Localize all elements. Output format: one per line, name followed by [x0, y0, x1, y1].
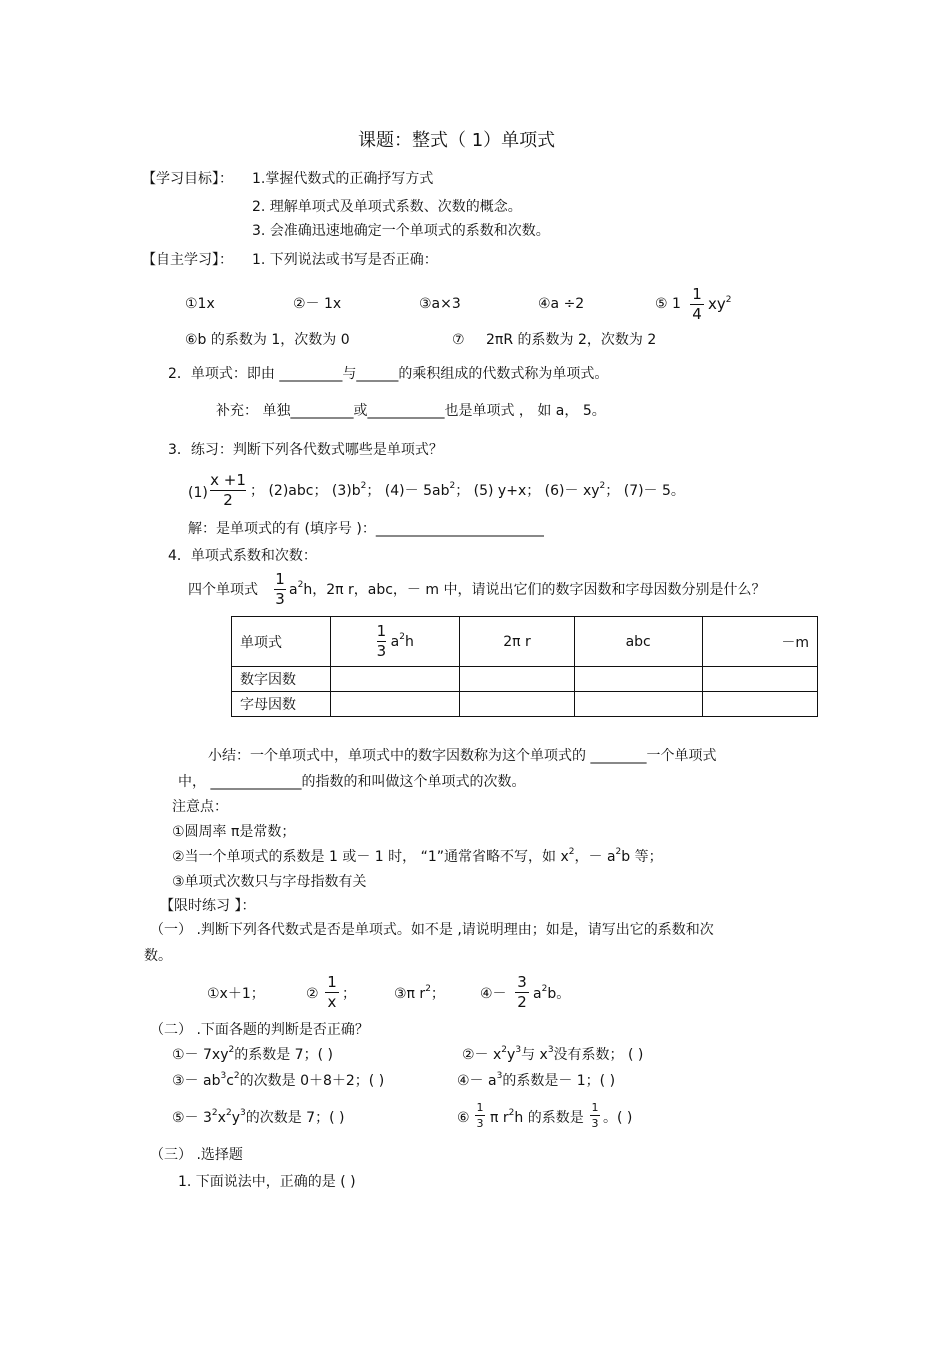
- option-2: ②－ 1x: [293, 296, 342, 312]
- expr-1-label: (1): [188, 485, 208, 501]
- option-7-marker: ⑦: [452, 332, 465, 348]
- supplement: 补充： 单独_________或___________也是单项式 ， 如 a， 5。: [216, 403, 606, 419]
- fraction-one-over-x: 1 x: [325, 975, 339, 1010]
- fraction-one-third: 1 3: [591, 1101, 599, 1130]
- table-header: －m: [702, 617, 817, 667]
- item-a2-end: ；: [342, 986, 356, 1002]
- option-6: ⑥b 的系数为 1，次数为 0: [185, 332, 350, 348]
- expression-list: ； (2)abc； $(3)b^2$； $(4)- 5ab^2$； (5) y+x； $(6)- xy^2$； (7)－ 5。: [250, 481, 685, 499]
- table-header: 2π r: [460, 617, 574, 667]
- option-7: 2πR 的系数为 2，次数为 2: [486, 332, 657, 348]
- note-3: ③单项式次数只与字母指数有关: [172, 874, 367, 890]
- option-3: ③a×3: [419, 296, 461, 312]
- item-b3: ③－ $ab^3c^2$的次数是 0＋8＋2；( ): [172, 1071, 385, 1089]
- part-1: （一） .判断下列各代数式是否是单项式。如不是 ,请说明理由；如是，请写出它的系数和次: [150, 922, 714, 938]
- practice-label: 【限时练习 】：: [160, 898, 256, 914]
- goal-1: 1.掌握代数式的正确抒写方式: [252, 171, 434, 187]
- four-monomials-text: $a^2h$，2π r，abc，－ m 中，请说出它们的数字因数和字母因数分别是什么？: [289, 580, 766, 598]
- item-b4: ④－ $a^3$的系数是－ 1；( ): [457, 1071, 616, 1089]
- page-title: 课题：整式（ 1）单项式: [358, 130, 556, 151]
- fraction-one-third: 1: [376, 622, 387, 640]
- item-b6-end: 。( ): [603, 1110, 633, 1126]
- item-b6-term: π $r^2h$ 的系数是: [490, 1108, 584, 1126]
- table-header: 单项式: [232, 617, 331, 667]
- question-3: 3．练习：判断下列各代数式哪些是单项式？: [168, 442, 443, 458]
- item-a4: ④－: [480, 986, 507, 1002]
- table-row: 字母因数: [232, 692, 818, 717]
- table-header: abc: [574, 617, 702, 667]
- part-3: （三） .选择题: [150, 1147, 243, 1163]
- item-b1: ①－ $7xy^2$的系数是 7；( ): [172, 1045, 333, 1063]
- item-a4-term: $a^2b$。: [533, 984, 571, 1002]
- four-monomials-label: 四个单项式: [188, 582, 258, 598]
- question-2: 2．单项式：即由 _________与______的乘积组成的代数式称为单项式。: [168, 366, 609, 382]
- notes-label: 注意点：: [172, 799, 228, 815]
- table-row: 数字因数: [232, 667, 818, 692]
- summary-line-2: 中， _____________的指数的和叫做这个单项式的次数。: [178, 774, 526, 790]
- table-header: $\frac{1}{3} a^2h$: [331, 617, 460, 667]
- item-a1: ①x＋1；: [207, 986, 265, 1002]
- note-2: ②当一个单项式的系数是 1 或－ 1 时， “1”通常省略不写，如 $x^2$，－ $a^2b$ 等；: [172, 847, 663, 865]
- option-5-term: $xy^2$: [708, 295, 732, 313]
- fraction-one-third: 1 3: [476, 1101, 484, 1130]
- fraction-one-quarter: 1 4: [690, 287, 704, 322]
- fraction-three-halves: 3 2: [515, 975, 529, 1010]
- monomial-table: [231, 616, 818, 717]
- item-a2: ②: [306, 986, 319, 1002]
- goals-label: 【学习目标】：: [142, 171, 233, 187]
- summary-line-1: 小结：一个单项式中，单项式中的数字因数称为这个单项式的 ________一个单项式: [208, 748, 717, 764]
- item-b6: ⑥: [457, 1110, 470, 1126]
- goal-2: 2. 理解单项式及单项式系数、次数的概念。: [252, 199, 522, 215]
- goal-3: 3. 会准确迅速地确定一个单项式的系数和次数。: [252, 223, 550, 239]
- answer-line: 解：是单项式的有 (填序号 )：________________________: [188, 521, 544, 537]
- question-1: 1. 下列说法或书写是否正确：: [252, 252, 438, 268]
- part-1-cont: 数。: [144, 948, 172, 964]
- item-b5: ⑤－ $3^2x^2y^3$的次数是 7；( ): [172, 1108, 345, 1126]
- note-1: ①圆周率 π是常数；: [172, 824, 296, 840]
- option-4: ④a ÷2: [538, 296, 585, 312]
- option-5: ⑤ 1: [655, 296, 681, 312]
- fraction-x-plus-1-over-2: x +1 2: [210, 471, 246, 509]
- choice-question-1: 1. 下面说法中，正确的是 ( ): [178, 1174, 356, 1190]
- item-b2: ②－ $x^2y^3$与 $x^3$没有系数； ( ): [462, 1045, 644, 1063]
- question-4: 4．单项式系数和次数：: [168, 548, 317, 564]
- option-1: ①1x: [185, 296, 215, 312]
- part-2: （二） .下面各题的判断是否正确？: [150, 1022, 369, 1038]
- fraction-one-third: 1 3: [275, 570, 285, 608]
- item-a3: ③π $r^2$；: [394, 984, 445, 1002]
- self-study-label: 【自主学习】：: [142, 252, 233, 268]
